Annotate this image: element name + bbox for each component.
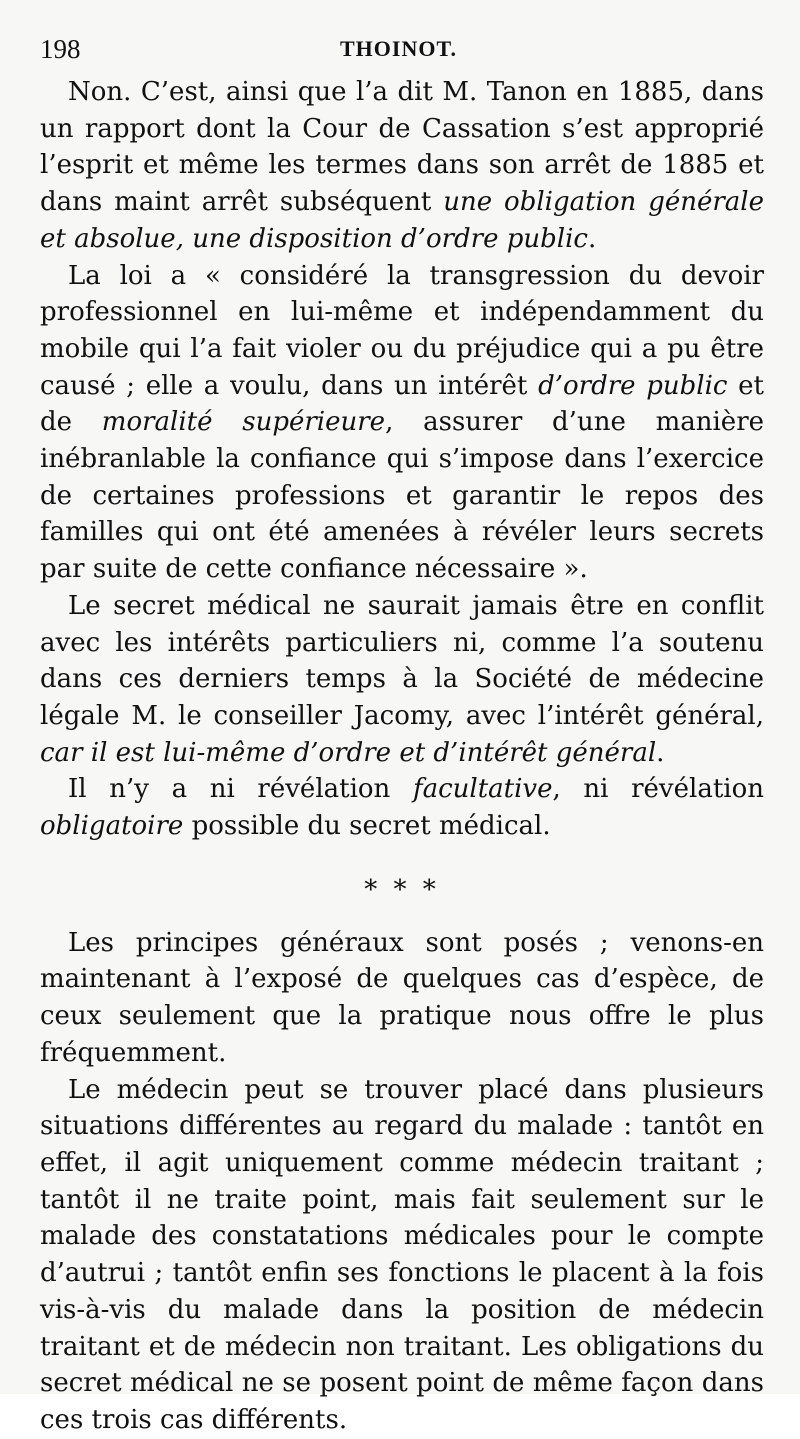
- paragraph-1-text-1: Non. C’est, ainsi que l’a dit M. Tanon en 1885, dans un rapport dont la Cour de Cassation s’est approprié l’esprit et même les termes dans son arrêt de 1885 et dans maint arrêt subséquent: [40, 77, 764, 218]
- page-number: 198: [40, 34, 81, 64]
- running-head: THOINOT.: [340, 36, 458, 61]
- paragraph-3-text-2: .: [656, 737, 665, 768]
- paragraph-3: [40, 588, 764, 772]
- paragraph-2: [40, 258, 764, 588]
- paragraph-6: Le médecin peut se trouver placé dans plusieurs situations différentes au regard du malade : tantôt en effet, il agit uniquement comme médecin traitant ; tantôt il ne traite point, mais fait seulement sur le malade des constatations médicales pour le compte d’autrui ; tantôt enfin ses fonctions le placent à la fois vis-à-vis du malade dans la position de médecin traitant et de médecin non traitant. Les obligations du secret médical ne se posent point de même façon dans ces trois cas différents.: [40, 1074, 764, 1435]
- section-break-asterism: * * *: [364, 874, 440, 905]
- paragraph-2-italic-1: d’ordre public: [538, 370, 728, 401]
- paragraph-1-italic-1: une obligation générale et absolue, une disposition d’ordre public: [40, 187, 764, 254]
- page-header: [40, 30, 764, 74]
- paragraph-4-text-3: possible du secret médical.: [183, 811, 551, 842]
- paragraph-5: Les principes généraux sont posés ; venons-en maintenant à l’exposé de quelques cas d’espèce, de ceux seulement que la pratique nous offre le plus fréquemment.: [40, 927, 764, 1068]
- paragraph-4: [40, 771, 764, 844]
- paragraph-2-text-3: , assurer d’une manière inébranlable la confiance qui s’impose dans l’exercice de certaines professions et garantir le repos des familles qui ont été amenées à révéler leurs secrets par suite de cette confiance nécessaire ».: [40, 407, 765, 585]
- paragraph-2-text-2: et de: [40, 370, 764, 438]
- paragraph-1: [40, 74, 764, 258]
- paragraph-1-text-2: .: [587, 223, 597, 254]
- paragraph-3-italic-1: car il est lui-même d’ordre et d’intérêt général: [40, 737, 657, 768]
- paragraph-4-text-2: , ni révélation: [552, 774, 764, 805]
- paragraph-4-italic-1: facultative: [412, 774, 553, 805]
- paragraph-4-text-1: Il n’y a ni révélation: [68, 774, 413, 805]
- paragraph-2-text-1: La loi a « considéré la transgression du devoir professionnel en lui-même et indépendamment du mobile qui l’a fait violer ou du préjudice qui a pu être causé ; elle a voulu, dans un intérêt: [40, 260, 764, 401]
- body-text: [40, 74, 764, 1439]
- paragraph-2-italic-2: moralité supérieure: [101, 407, 386, 438]
- paragraph-4-italic-2: obligatoire: [40, 811, 184, 842]
- paragraph-3-text-1: Le secret médical ne saurait jamais être en conflit avec les intérêts particuliers ni, comme l’a soutenu dans ces derniers temps à la Société de médecine légale M. le conseiller Jacomy, avec l’intérêt général,: [40, 590, 764, 731]
